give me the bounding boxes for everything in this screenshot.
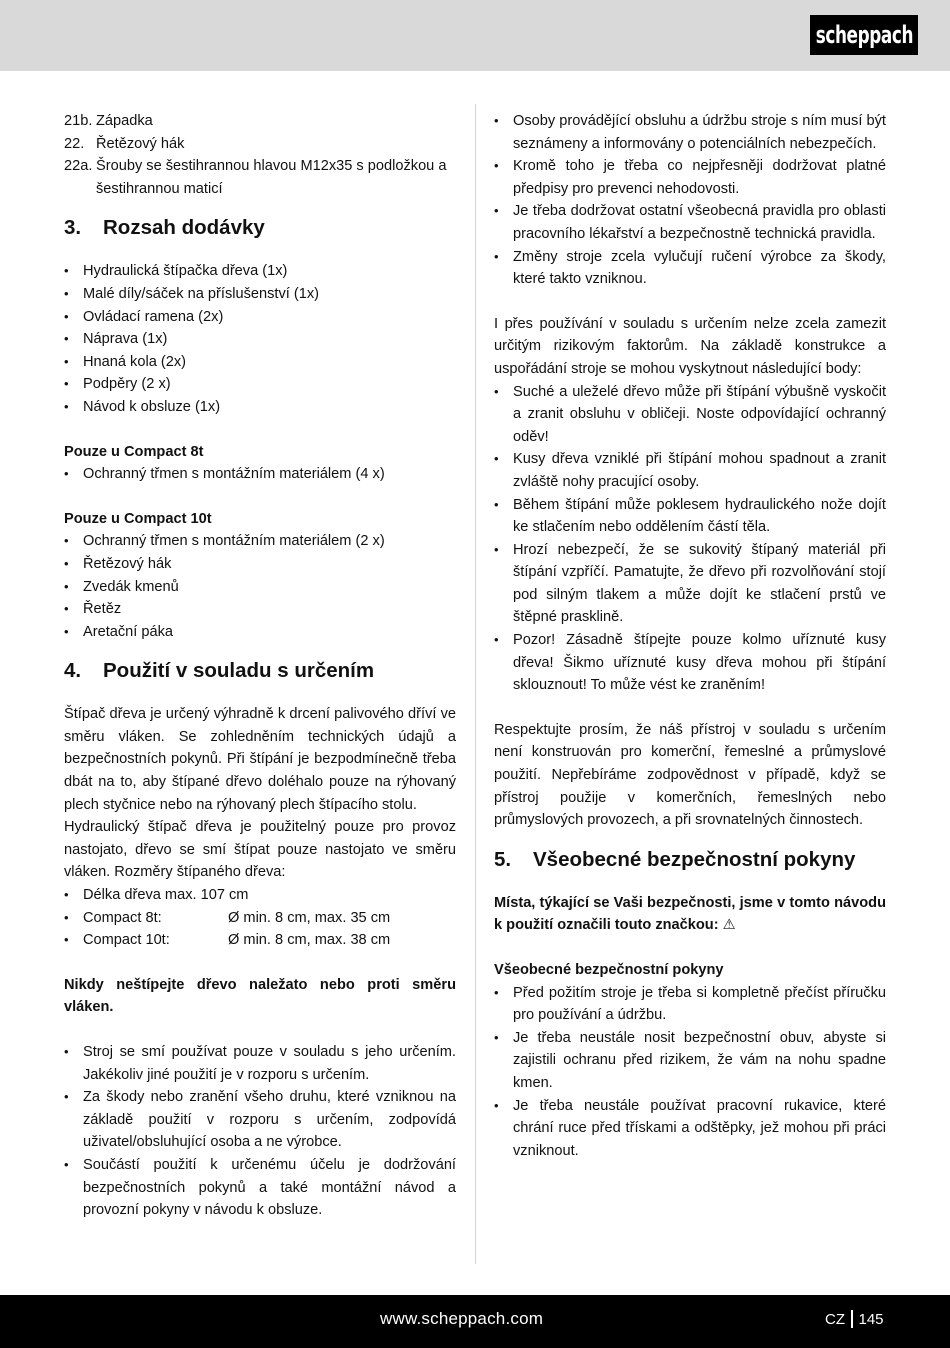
list-item: • Aretační páka (64, 621, 456, 644)
section-number: 4. (64, 659, 82, 683)
list-item: • Ochranný třmen s montážním materiálem (2 x) (64, 530, 456, 553)
page-indicator (825, 1310, 884, 1328)
section-title: Rozsah dodávky (103, 216, 265, 240)
safety-subheading: Všeobecné bezpečnostní pokyny (494, 962, 724, 978)
list-item: • Osoby provádějící obsluhu a údržbu stroje s ním musí být seznámeny a informovány o potenciálních nebezpečích. (494, 110, 886, 155)
dimension-label: • Compact 8t: (83, 909, 162, 926)
section-title: Použití v souladu s určením (103, 659, 375, 683)
list-item: • Za škody nebo zranění všeho druhu, které vzniknou na základě použití v rozporu s určením, zodpovídá uživatel/obsluhující osoba a ne výrobce. (64, 1086, 456, 1154)
list-item: • Suché a uleželé dřevo může při štípání výbušně vyskočit a zranit obsluhu v obličeji. Noste odpovídající ochranný oděv! (494, 381, 886, 449)
compact-10t-list (64, 530, 456, 643)
list-item: • Malé díly/sáček na příslušenství (1x) (64, 283, 456, 306)
list-item: • Podpěry (2 x) (64, 373, 456, 396)
item-text: Šrouby se šestihrannou hlavou M12x35 s podložkou a šestihrannou maticí (96, 158, 447, 197)
column-divider (475, 104, 476, 1264)
bold-warning: Nikdy neštípejte dřevo naležato nebo proti směru vláken. (64, 976, 456, 1016)
list-item (64, 884, 456, 907)
risk-intro-paragraph: I přes používání v souladu s určením nelze zcela zamezit určitým rizikovým faktorům. Na základě konstrukce a uspořádání stroje se mohou vyskytnout následující body: (494, 315, 886, 377)
list-item: • Hydraulická štípačka dřeva (1x) (64, 260, 456, 283)
brand-name: scheppach (815, 21, 913, 49)
dimension-label: • Compact 10t: (83, 932, 170, 949)
list-item: • Je třeba dodržovat ostatní všeobecná pravidla pro oblasti pracovního lékařství a bezpečnostně technická pravidla. (494, 200, 886, 245)
list-item (64, 907, 456, 930)
operator-list (494, 110, 886, 291)
dimension-value: Ø min. 8 cm, max. 35 cm (228, 909, 391, 926)
list-item: • Je třeba neustále nosit bezpečnostní obuv, abyste si zajistili ochranu před rizikem, že vám na nohu spadne kmen. (494, 1027, 886, 1095)
risk-list (494, 381, 886, 697)
header-bar (0, 0, 950, 71)
list-item: • Před požitím stroje je třeba si kompletně přečíst příručku pro používání a údržbu. (494, 982, 886, 1027)
list-item: • Je třeba neustále používat pracovní rukavice, které chrání ruce před třískami a odštěpky, jež mohou při práci vzniknout. (494, 1095, 886, 1163)
delivery-scope-list (64, 260, 456, 418)
footer-bar (0, 1295, 950, 1348)
language-code: CZ (825, 1310, 845, 1328)
item-number: 22a. (64, 158, 93, 175)
list-item: • Ochranný třmen s montážním materiálem (4 x) (64, 463, 456, 486)
commercial-use-note: Respektujte prosím, že náš přístroj v souladu s určením není konstruován pro komerční, řemeslné a průmyslové použití. Nepřebíráme zodpovědnost v případě, když se přístroj použije v komerčních, řemeslných nebo průmyslových provozech, a při srovnatelných činnostech. (494, 721, 886, 829)
section-4-heading (64, 657, 456, 685)
dimension-value: Ø min. 8 cm, max. 38 cm (228, 932, 391, 949)
scheppach-logo (810, 15, 918, 55)
list-item: • Stroj se smí používat pouze v souladu s jeho určením. Jakékoliv jiné použití je v rozporu s určením. (64, 1041, 456, 1086)
wood-dimensions-list (64, 884, 456, 952)
section-number: 5. (494, 847, 512, 871)
compact-8t-list (64, 463, 456, 486)
list-item: • Řetěz (64, 598, 456, 621)
website-link[interactable]: www.scheppach.com (380, 1309, 544, 1328)
list-item: • Kusy dřeva vzniklé při štípání mohou spadnout a zranit zvláště nohy pracující osoby. (494, 448, 886, 493)
list-item: • Změny stroje zcela vylučují ručení výrobce za škody, které takto vzniknou. (494, 246, 886, 291)
list-item: • Náprava (1x) (64, 328, 456, 351)
list-item: • Během štípání může poklesem hydraulického nože dojít ke stlačením nebo oddělením částí těla. (494, 494, 886, 539)
parts-list-item (64, 133, 456, 156)
safety-intro (494, 892, 886, 937)
list-item: • Kromě toho je třeba co nejpřesněji dodržovat platné předpisy pro prevenci nehodovosti. (494, 155, 886, 200)
usage-list (64, 1041, 456, 1222)
section-number: 3. (64, 216, 82, 240)
safety-intro-text: Místa, týkající se Vaši bezpečnosti, jsme v tomto návodu k použití označili touto značkou: (494, 894, 886, 934)
safety-list (494, 982, 886, 1163)
page-number: 145 (858, 1310, 884, 1328)
dimension-label: Délka dřeva max. 107 cm (83, 887, 249, 904)
item-number: 21b. (64, 113, 93, 129)
separator (851, 1310, 853, 1328)
item-number: 22. (64, 135, 85, 152)
section-3-heading (64, 214, 456, 242)
list-item: • Hrozí nebezpečí, že se sukovitý štípaný materiál při štípání vzpříčí. Pamatujte, že dřevo při rozvolňování stojí pod silným tlakem a může dojít ke stlačení prstů ve štěpné prasklině. (494, 539, 886, 629)
left-column (64, 110, 456, 1222)
section-title: Všeobecné bezpečnostní pokyny (533, 847, 856, 871)
list-item: • Zvedák kmenů (64, 576, 456, 599)
section-5-heading (494, 846, 886, 874)
warning-triangle-icon: ⚠ (722, 917, 736, 934)
item-text: Řetězový hák (96, 135, 185, 152)
compact-10t-heading: Pouze u Compact 10t (64, 510, 212, 527)
list-item (64, 929, 456, 952)
intended-use-paragraph: Hydraulický štípač dřeva je použitelný pouze pro provoz nastojato, dřevo se smí štípat pouze nastojato ve směru vláken. Rozměry štípaného dřeva: (64, 819, 456, 881)
compact-8t-heading: Pouze u Compact 8t (64, 443, 204, 460)
parts-list-item (64, 110, 456, 133)
list-item: • Hnaná kola (2x) (64, 351, 456, 374)
right-column (494, 110, 886, 1162)
intended-use-paragraph: Štípač dřeva je určený výhradně k drcení palivového dříví ve směru vláken. Se zohledněním technických údajů a bezpečnostních pokynů. Při štípání je bezpodmínečně třeba dbát na to, aby štípané dřevo doléhalo pouze na rýhovaný plech styčnice nebo na rýhovaný plech štípacího stolu. (64, 706, 456, 813)
list-item: • Pozor! Zásadně štípejte pouze kolmo uříznuté kusy dřeva! Šikmo uříznuté kusy dřeva mohou při štípání sklouznout! To může vést ke zraněním! (494, 629, 886, 697)
item-text: Západka (96, 113, 153, 129)
list-item: • Řetězový hák (64, 553, 456, 576)
list-item: • Součástí použití k určenému účelu je dodržování bezpečnostních pokynů a také montážní návod a provozní pokyny v návodu k obsluze. (64, 1154, 456, 1222)
list-item: • Návod k obsluze (1x) (64, 396, 456, 419)
parts-list-item (64, 155, 456, 200)
list-item: • Ovládací ramena (2x) (64, 306, 456, 329)
